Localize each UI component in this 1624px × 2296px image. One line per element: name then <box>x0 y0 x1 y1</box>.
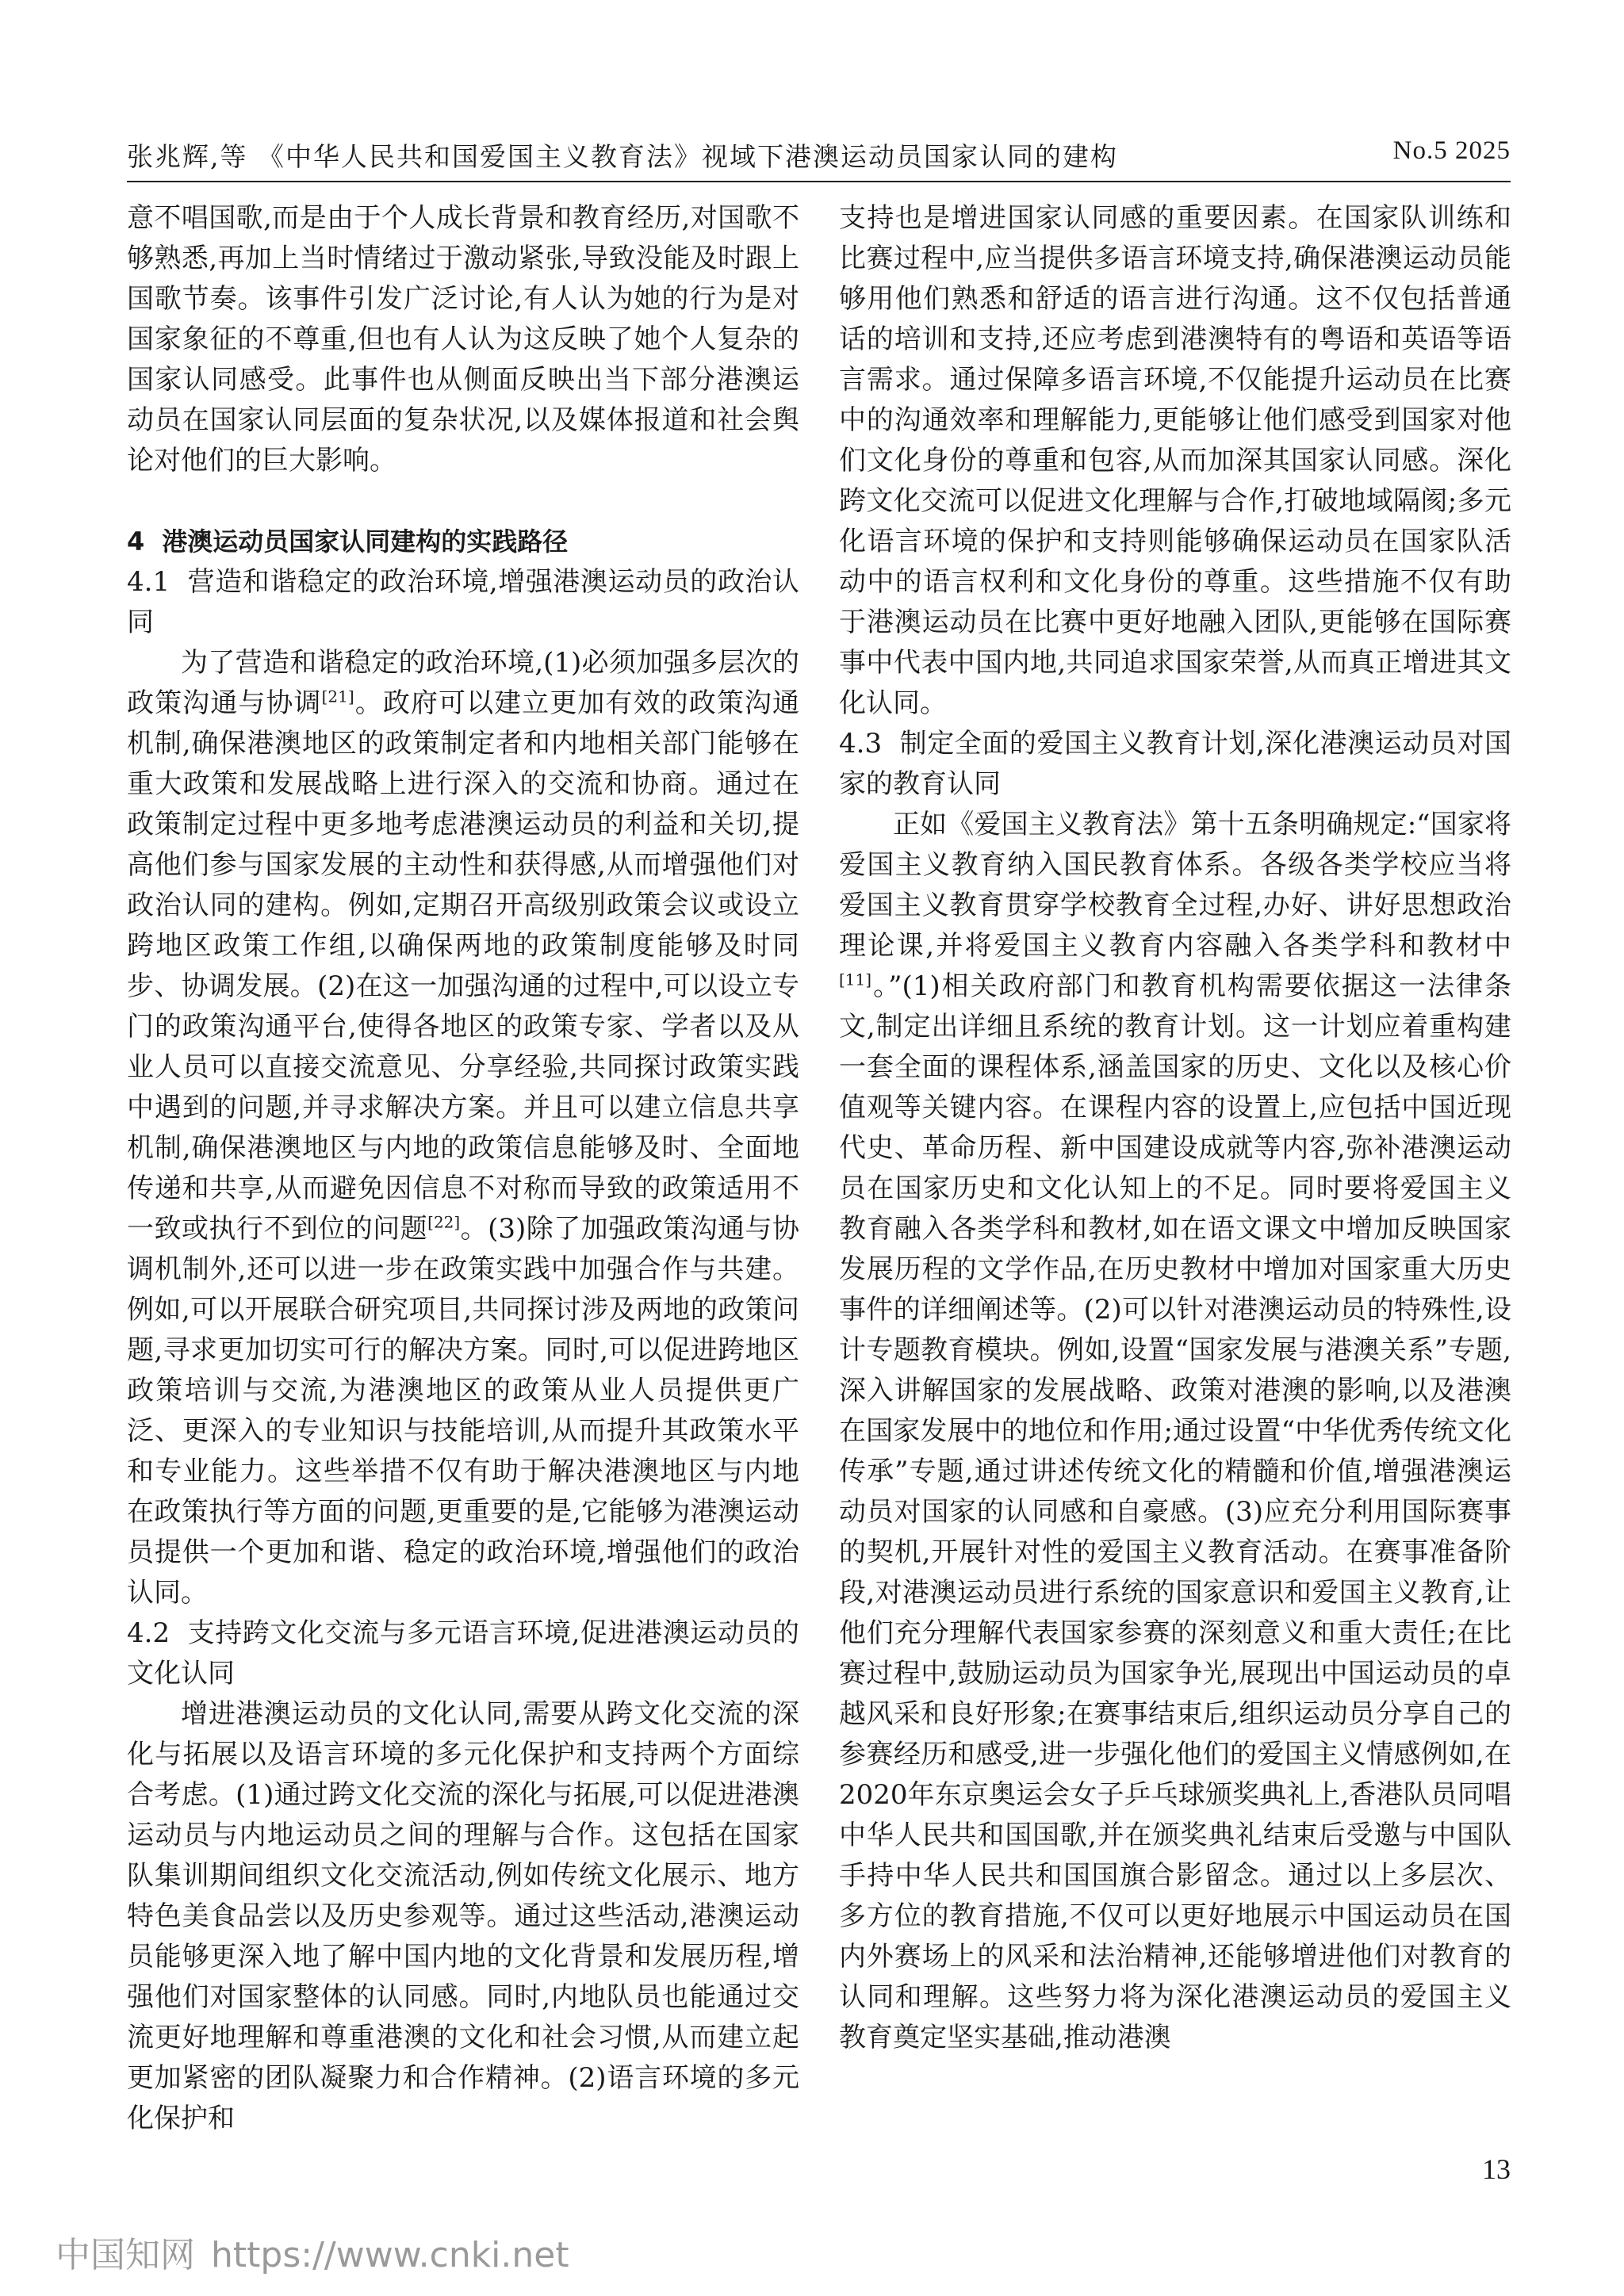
left-column <box>127 198 799 2139</box>
text-run: 。(3)除了加强政策沟通与协调机制外,还可以进一步在政策实践中加强合作与共建。例如,可以开展联合研究项目,共同探讨涉及两地的政策问题,寻求更加切实可行的解决方案。同时,可以促进跨地区政策培训与交流,为港澳地区的政策从业人员提供更广泛、更深入的专业知识与技能培训,从而提升其政策水平和专业能力。这些举措不仅有助于解决港澳地区与内地在政策执行等方面的问题,更重要的是,它能够为港澳运动员提供一个更加和谐、稳定的政治环境,增强他们的政治认同。 <box>127 1213 799 1609</box>
citation-11: [11] <box>839 970 872 989</box>
text-run: 为了营造和谐稳定的政治环境,(1)必须加强多层次的政策沟通与协调 <box>127 647 799 719</box>
section-4-3-heading <box>839 724 1511 805</box>
cnki-brand: 中国知网 <box>56 2235 195 2275</box>
subsection-title: 营造和谐稳定的政治环境,增强港澳运动员的政治认同 <box>127 566 799 638</box>
subsection-title: 制定全面的爱国主义教育计划,深化港澳运动员对国家的教育认同 <box>839 728 1511 800</box>
text-run: 正如《爱国主义教育法》第十五条明确规定:“国家将爱国主义教育纳入国民教育体系。各级各类学校应当将爱国主义教育贯穿学校教育全过程,办好、讲好思想政治理论课,并将爱国主义教育内容融入各类学科和教材中 <box>839 809 1511 962</box>
section-4-heading <box>127 522 799 562</box>
paragraph-continued: 意不唱国歌,而是由于个人成长背景和教育经历,对国歌不够熟悉,再加上当时情绪过于激动紧张,导致没能及时跟上国歌节奏。该事件引发广泛讨论,有人认为她的行为是对国家象征的不尊重,但也有人认为这反映了她个人复杂的国家认同感受。此事件也从侧面反映出当下部分港澳运动员在国家认同层面的复杂状况,以及媒体报道和社会舆论对他们的巨大影响。 <box>127 202 799 476</box>
paragraph-4-1 <box>127 643 799 1613</box>
cnki-watermark <box>56 2226 569 2277</box>
subsection-number: 4.3 <box>839 728 883 760</box>
page-number: 13 <box>1482 2153 1511 2185</box>
issue-number: No.5 2025 <box>1392 136 1511 165</box>
paragraph-4-2: 增进港澳运动员的文化认同,需要从跨文化交流的深化与拓展以及语言环境的多元化保护和支持两个方面综合考虑。(1)通过跨文化交流的深化与拓展,可以促进港澳运动员与内地运动员之间的理解与合作。这包括在国家队集训期间组织文化交流活动,例如传统文化展示、地方特色美食品尝以及历史参观等。通过这些活动,港澳运动员能够更深入地了解中国内地的文化背景和发展历程,增强他们对国家整体的认同感。同时,内地队员也能通过交流更好地理解和尊重港澳的文化和社会习惯,从而建立起更加紧密的团队凝聚力和合作精神。(2)语言环境的多元化保护和 <box>127 1698 799 2134</box>
section-4-1-heading <box>127 562 799 643</box>
right-column <box>839 198 1511 2058</box>
running-head-title: 张兆辉,等 《中华人民共和国爱国主义教育法》视域下港澳运动员国家认同的建构 <box>127 141 1118 172</box>
section-title: 港澳运动员国家认同建构的实践路径 <box>162 526 569 557</box>
subsection-number: 4.1 <box>127 566 170 598</box>
section-4-2-heading <box>127 1613 799 1694</box>
paragraph-continued: 支持也是增进国家认同感的重要因素。在国家队训练和比赛过程中,应当提供多语言环境支持,确保港澳运动员能够用他们熟悉和舒适的语言进行沟通。这不仅包括普通话的培训和支持,还应考虑到港澳特有的粤语和英语等语言需求。通过保障多语言环境,不仅能提升运动员在比赛中的沟通效率和理解能力,更能够让他们感受到国家对他们文化身份的尊重和包容,从而加深其国家认同感。深化跨文化交流可以促进文化理解与合作,打破地域隔阂;多元化语言环境的保护和支持则能够确保运动员在国家队活动中的语言权利和文化身份的尊重。这些措施不仅有助于港澳运动员在比赛中更好地融入团队,更能够在国际赛事中代表中国内地,共同追求国家荣誉,从而真正增进其文化认同。 <box>839 202 1511 719</box>
citation-22: [22] <box>427 1212 461 1232</box>
subsection-title: 支持跨文化交流与多元语言环境,促进港澳运动员的文化认同 <box>127 1617 799 1689</box>
paragraph-4-3 <box>839 805 1511 2058</box>
text-run: 。”(1)相关政府部门和教育机构需要依据这一法律条文,制定出详细且系统的教育计划。这一计划应着重构建一套全面的课程体系,涵盖国家的历史、文化以及核心价值观等关键内容。在课程内容的设置上,应包括中国近现代史、革命历程、新中国建设成就等内容,弥补港澳运动员在国家历史和文化认知上的不足。同时要将爱国主义教育融入各类学科和教材,如在语文课文中增加反映国家发展历程的文学作品,在历史教材中增加对国家重大历史事件的详细阐述等。(2)可以针对港澳运动员的特殊性,设计专题教育模块。例如,设置“国家发展与港澳关系”专题,深入讲解国家的发展战略、政策对港澳的影响,以及港澳在国家发展中的地位和作用;通过设置“中华优秀传统文化传承”专题,通过讲述传统文化的精髓和价值,增强港澳运动员对国家的认同感和自豪感。(3)应充分利用国际赛事的契机,开展针对性的爱国主义教育活动。在赛事准备阶段,对港澳运动员进行系统的国家意识和爱国主义教育,让他们充分理解代表国家参赛的深刻意义和重大责任;在比赛过程中,鼓励运动员为国家争光,展现出中国运动员的卓越风采和良好形象;在赛事结束后,组织运动员分享自己的参赛经历和感受,进一步强化他们的爱国主义情感例如,在2020年东京奥运会女子乒乓球颁奖典礼上,香港队员同唱中华人民共和国国歌,并在颁奖典礼结束后受邀与中国队手持中华人民共和国国旗合影留念。通过以上多层次、多方位的教育措施,不仅可以更好地展示中国运动员在国内外赛场上的风采和法治精神,还能够增进他们对教育的认同和理解。这些努力将为深化港澳运动员的爱国主义教育奠定坚实基础,推动港澳 <box>839 970 1511 2053</box>
section-number: 4 <box>127 526 145 557</box>
running-head <box>127 136 1511 178</box>
subsection-number: 4.2 <box>127 1617 170 1649</box>
text-run: 。政府可以建立更加有效的政策沟通机制,确保港澳地区的政策制定者和内地相关部门能够在重大政策和发展战略上进行深入的交流和协商。通过在政策制定过程中更多地考虑港澳运动员的利益和关切,提高他们参与国家发展的主动性和获得感,从而增强他们对政治认同的建构。例如,定期召开高级别政策会议或设立跨地区政策工作组,以确保两地的政策制度能够及时同步、协调发展。(2)在这一加强沟通的过程中,可以设立专门的政策沟通平台,使得各地区的政策专家、学者以及从业人员可以直接交流意见、分享经验,共同探讨政策实践中遇到的问题,并寻求解决方案。并且可以建立信息共享机制,确保港澳地区与内地的政策信息能够及时、全面地传递和共享,从而避免因信息不对称而导致的政策适用不一致或执行不到位的问题 <box>127 687 800 1245</box>
header-rule <box>127 181 1511 182</box>
citation-21: [21] <box>321 687 354 706</box>
cnki-url: https://www.cnki.net <box>211 2235 569 2275</box>
